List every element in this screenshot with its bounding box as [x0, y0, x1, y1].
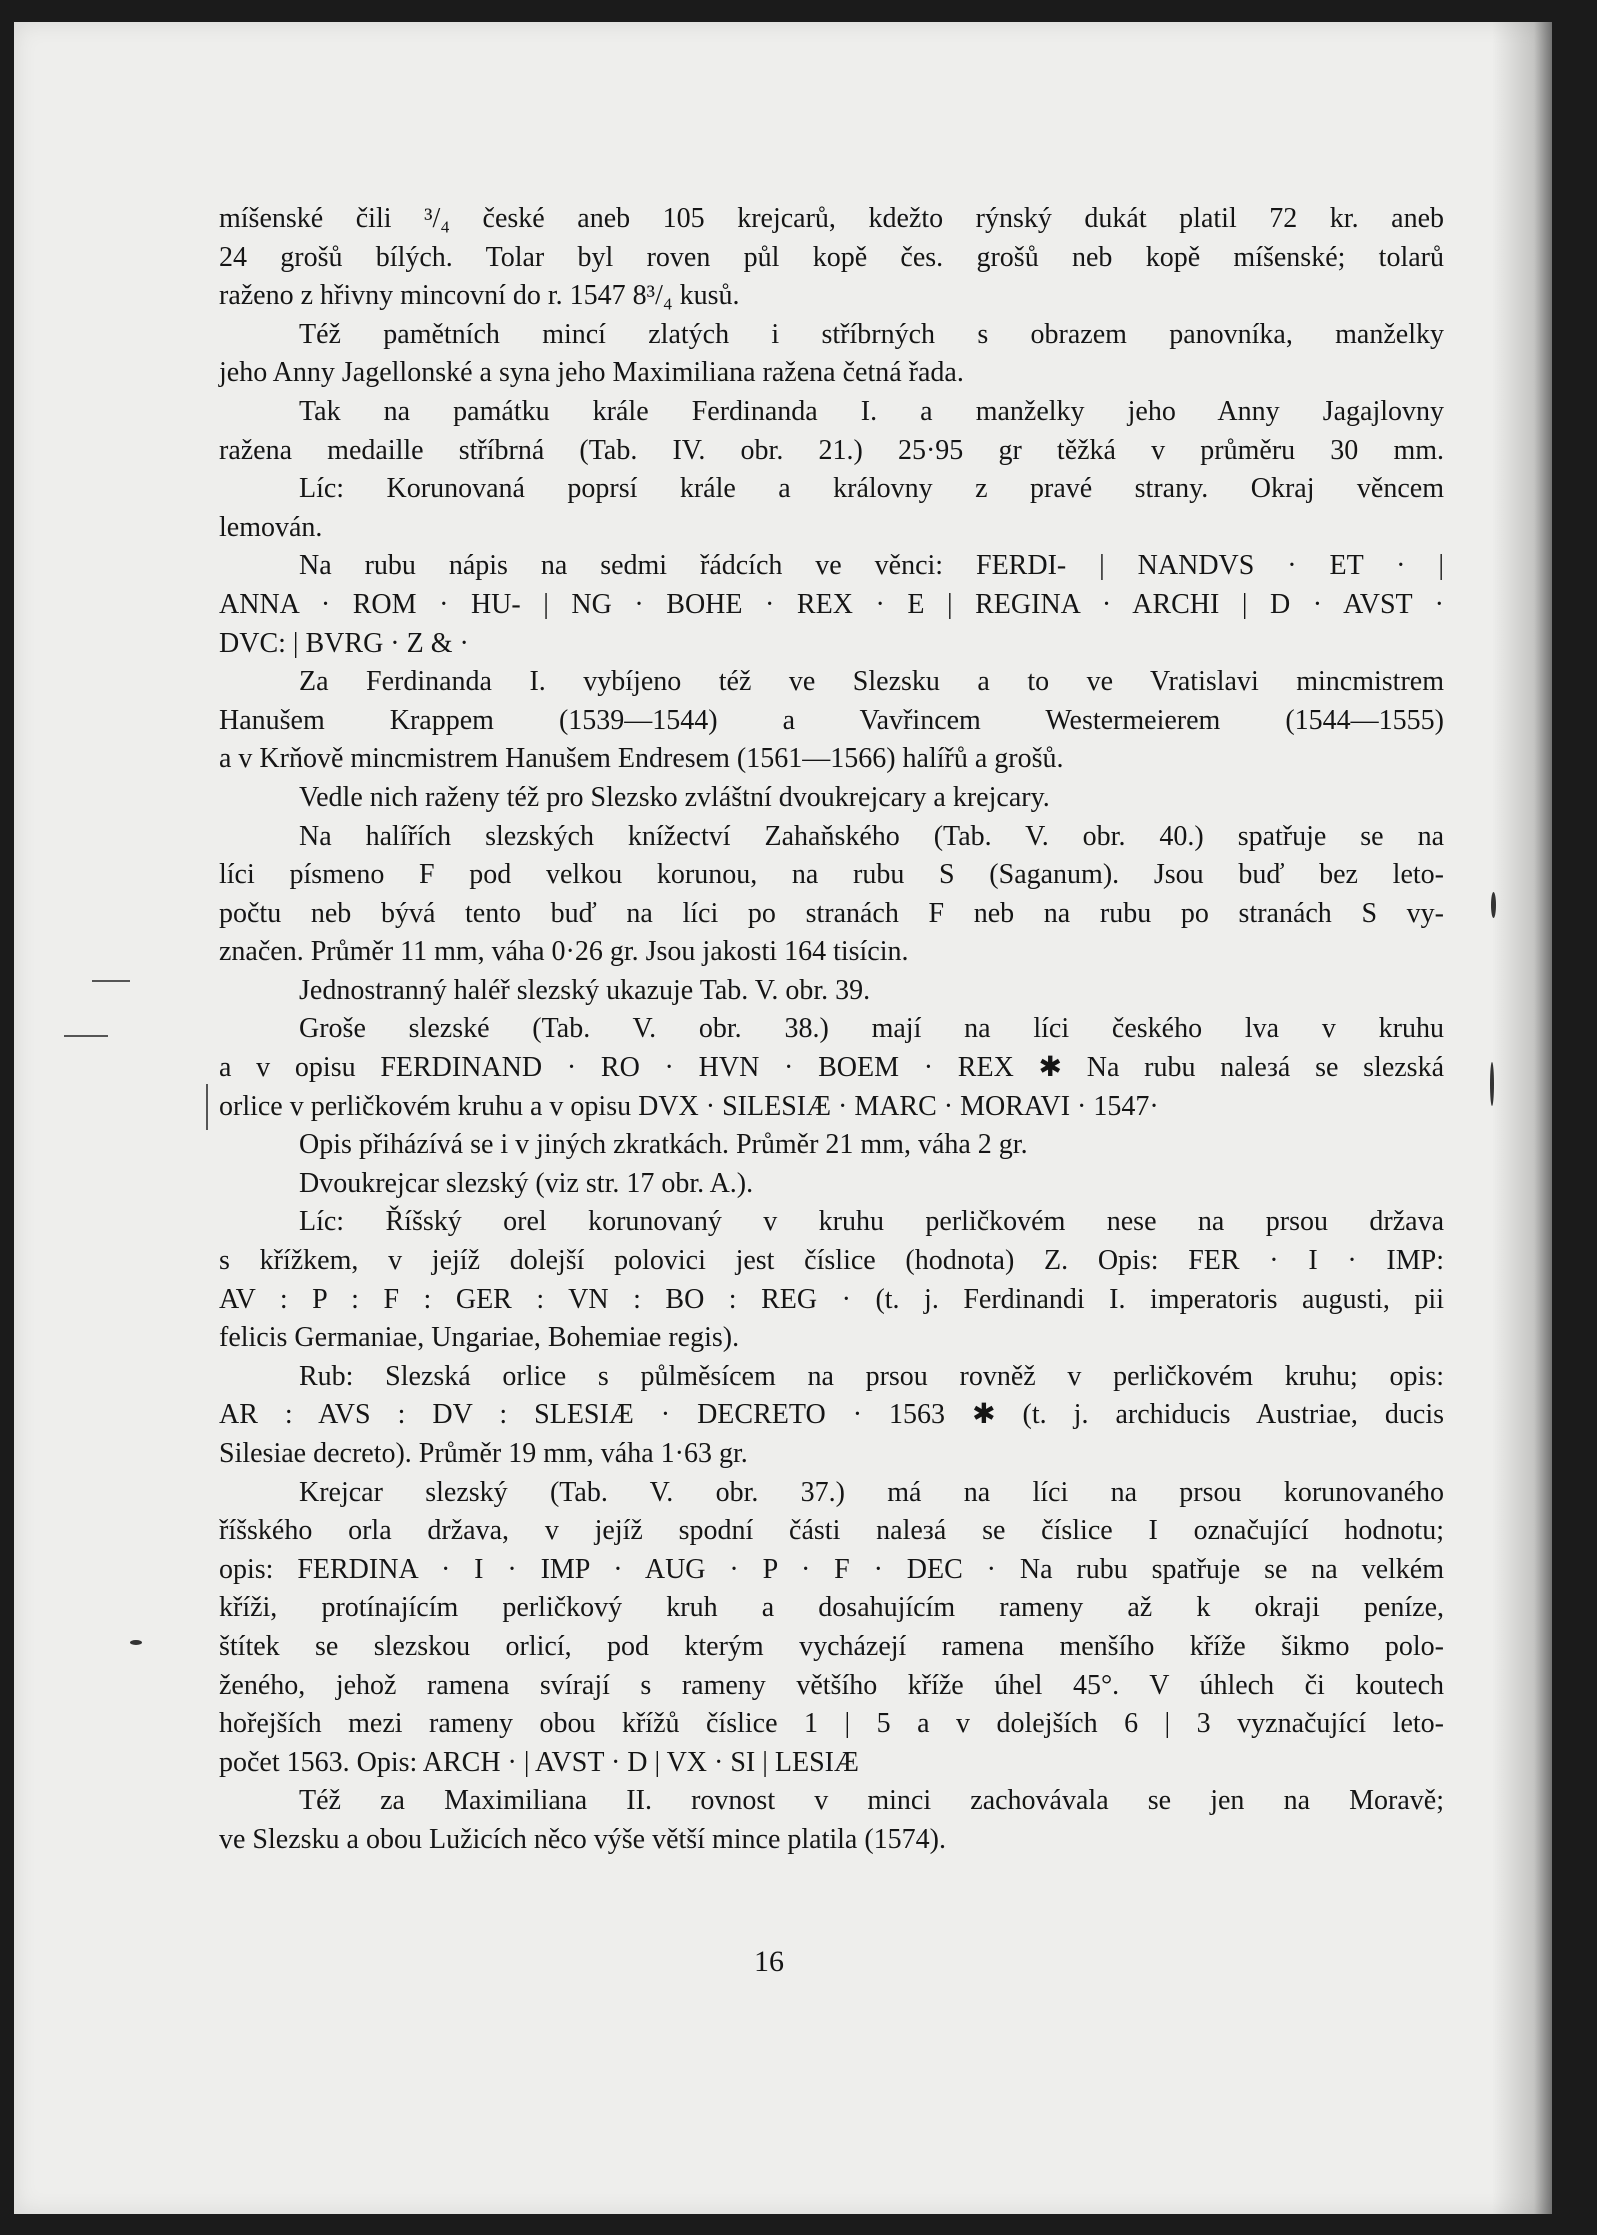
text-line: Krejcar slezský (Tab. V. obr. 37.) má na líci na prsou korunovaného — [299, 1476, 1444, 1508]
text-line: orlice v perličkovém kruhu a v opisu DVX · SILESIÆ · MARC · MORAVI · 1547· — [219, 1090, 1159, 1122]
text-line: ženého, jehož ramena svírají s rameny většího kříže úhel 45°. V úhlech či koutech — [219, 1669, 1444, 1701]
text-line: počtu neb bývá tento buď na líci po stranách F neb na rubu po stranách S vy- — [219, 897, 1444, 929]
text-line: Opis přiházívá se i v jiných zkratkách. Průměr 21 mm, váha 2 gr. — [299, 1129, 1028, 1161]
text-line: Též za Maximiliana II. rovnost v minci zachovávala se jen na Moravě; — [299, 1785, 1444, 1817]
text-line: ANNA · ROM · HU- | NG · BOHE · REX · E | REGINA · ARCHI | D · AVST · — [219, 588, 1444, 620]
text-line: Na rubu nápis na sedmi řádcích ve věnci: FERDI- | NANDVS · ET · | — [299, 550, 1444, 582]
margin-mark — [64, 1035, 108, 1037]
text-line: říšského orla država, v jejíž spodní části naleзá se číslice I označující hodnotu; — [219, 1515, 1444, 1547]
text-line: štítek se slezskou orlicí, pod kterým vycházejí ramena menšího kříže šikmo polo- — [219, 1630, 1444, 1662]
text-line: Hanušem Krappem (1539—1544) a Vavřincem Westermeierem (1544—1555) — [219, 704, 1444, 736]
text-line: ve Slezsku a obou Lužicích něco výše větší mince platila (1574). — [219, 1823, 947, 1855]
text-line: opis: FERDINA · I · IMP · AUG · P · F · DEC · Na rubu spatřuje se na velkém — [219, 1553, 1444, 1585]
body-text — [219, 200, 1444, 1860]
text-line: a v opisu FERDINAND · RO · HVN · BOEM · REX ✱ Na rubu naleзá se slezská — [219, 1052, 1444, 1084]
text-line: Tak na památku krále Ferdinanda I. a manželky jeho Anny Jagajlovny — [299, 395, 1444, 427]
text-line: lemován. — [219, 511, 323, 543]
scan-speck — [1491, 892, 1496, 918]
text-line: AV : P : F : GER : VN : BO : REG · (t. j. Ferdinandi I. imperatoris augusti, pii — [219, 1283, 1444, 1315]
scan-speck — [130, 1640, 142, 1645]
text-line: jeho Anny Jagellonské a syna jeho Maximiliana ražena četná řada. — [219, 357, 964, 389]
text-line: ražena medaille stříbrná (Tab. IV. obr. 21.) 25·95 gr těžká v průměru 30 mm. — [219, 434, 1444, 466]
text-line: Rub: Slezská orlice s půlměsícem na prsou rovněž v perličkovém kruhu; opis: — [299, 1360, 1444, 1392]
text-line: Vedle nich raženy též pro Slezsko zvláštní dvoukrejcary a krejcary. — [299, 781, 1050, 813]
text-line: DVC: | BVRG · Z & · — [219, 627, 469, 659]
text-line: a v Krňově mincmistrem Hanušem Endresem (1561—1566) halířů a grošů. — [219, 743, 1064, 775]
text-line: Groše slezské (Tab. V. obr. 38.) mají na líci českého lva v kruhu — [299, 1013, 1444, 1045]
text-line: míšenské čili ³/₄ české aneb 105 krejcarů, kdežto rýnský dukát platil 72 kr. aneb — [219, 203, 1444, 234]
text-line: Za Ferdinanda I. vybíjeno též ve Slezsku a to ve Vratislavi mincmistrem — [299, 666, 1444, 698]
text-line: kříži, protínajícím perličkový kruh a dosahujícím rameny až k okraji peníze, — [219, 1592, 1444, 1624]
text-line: značen. Průměr 11 mm, váha 0·26 gr. Jsou jakosti 164 tisícin. — [219, 936, 909, 968]
text-line: líci písmeno F pod velkou korunou, na rubu S (Saganum). Jsou buď bez leto- — [219, 859, 1444, 891]
text-line: AR : AVS : DV : SLESIÆ · DECRETO · 1563 ✱ (t. j. archiducis Austriae, ducis — [219, 1399, 1444, 1431]
text-line: hořejších mezi rameny obou křížů číslice 1 | 5 a v dolejších 6 | 3 vyznačující leto- — [219, 1708, 1444, 1740]
text-line: raženo z hřivny mincovní do r. 1547 8³/₄ kusů. — [219, 280, 740, 312]
text-line: Dvoukrejcar slezský (viz str. 17 obr. A.). — [299, 1167, 754, 1199]
page-number: 16 — [754, 1945, 784, 1978]
page-edge-shadow — [1492, 22, 1552, 2214]
text-line: Na halířích slezských knížectví Zahaňského (Tab. V. obr. 40.) spatřuje se na — [299, 820, 1444, 852]
text-line: s křížkem, v jejíž dolejší polovici jest číslice (hodnota) Z. Opis: FER · I · IMP: — [219, 1245, 1444, 1277]
margin-mark — [92, 980, 130, 982]
text-line: Líc: Říšský orel korunovaný v kruhu perličkovém nese na prsou država — [299, 1206, 1444, 1238]
text-line: felicis Germaniae, Ungariae, Bohemiae regis). — [219, 1322, 740, 1354]
text-line: počet 1563. Opis: ARCH · | AVST · D | VX · SI | LESIÆ — [219, 1746, 859, 1778]
text-line: Též pamětních mincí zlatých i stříbrných s obrazem panovníka, manželky — [299, 318, 1444, 350]
book-page — [14, 22, 1552, 2214]
text-line: Silesiae decreto). Průměr 19 mm, váha 1·63 gr. — [219, 1438, 748, 1469]
scan-speck — [1490, 1062, 1494, 1106]
text-line: Jednostranný haléř slezský ukazuje Tab. V. obr. 39. — [299, 974, 871, 1006]
text-line: 24 grošů bílých. Tolar byl roven půl kopě čes. grošů neb kopě míšenské; tolarů — [219, 241, 1444, 273]
text-line: Líc: Korunovaná poprsí krále a královny z pravé strany. Okraj věncem — [299, 473, 1444, 505]
margin-mark — [206, 1084, 208, 1130]
